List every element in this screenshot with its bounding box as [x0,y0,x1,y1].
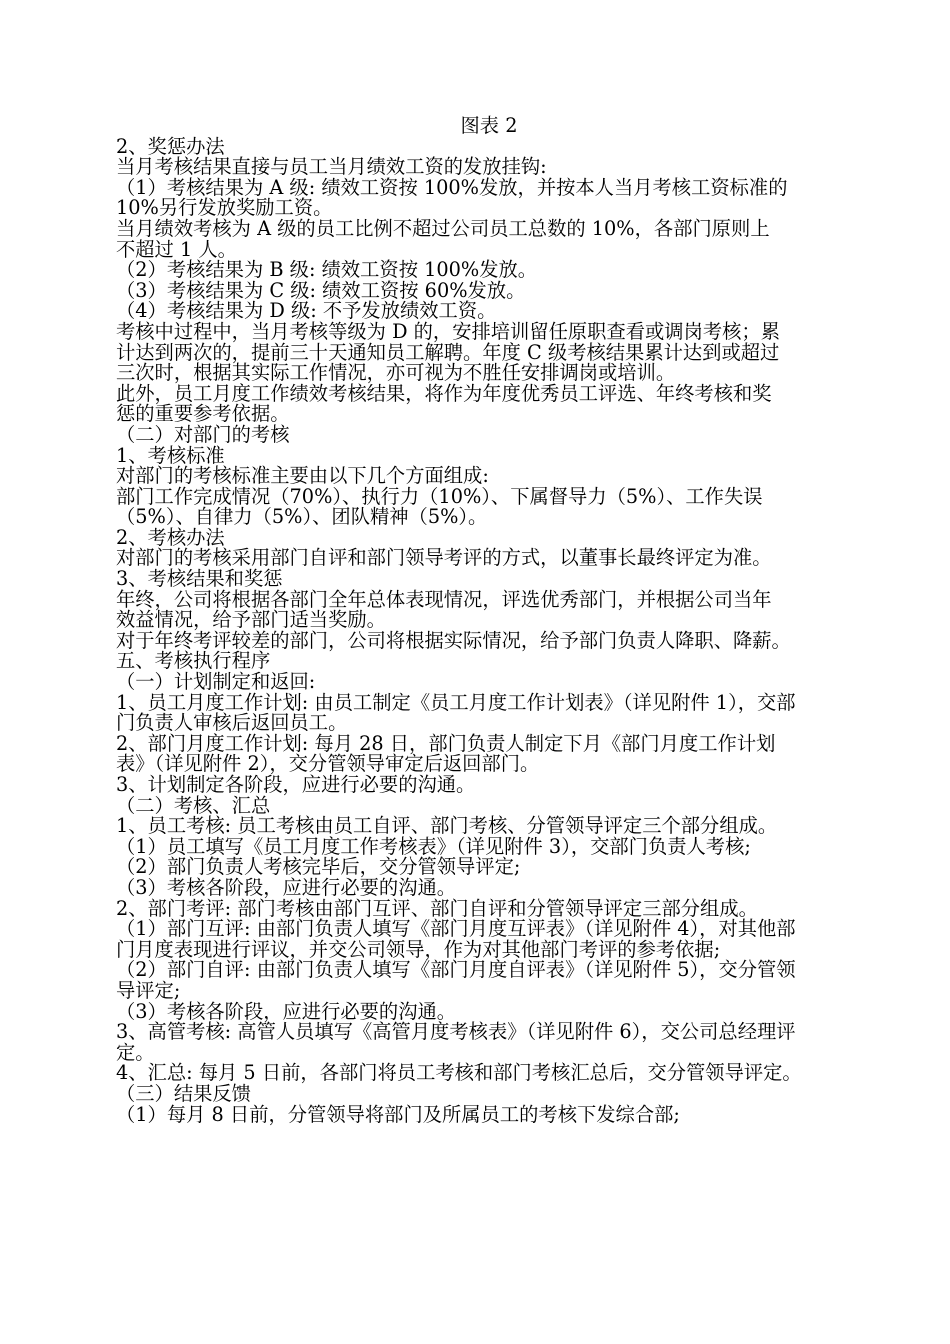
text-line: （2）部门负责人考核完毕后，交分管领导评定; [116,855,521,879]
text-line: 当月绩效考核为 A 级的员工比例不超过公司员工总数的 10%，各部门原则上 [116,216,770,240]
document-page [116,116,862,1125]
text-line: （三）结果反馈 [116,1081,251,1105]
text-line: 五、考核执行程序 [116,649,271,673]
document-title: 图表 2 [460,114,518,137]
text-line: （1）员工填写《员工月度工作考核表》（详见附件 3），交部门负责人考核; [116,834,751,858]
text-line: 计达到两次的，提前三十天通知员工解聘。年度 C 级考核结果累计达到或超过 [116,340,780,364]
text-line: 2、考核办法 [116,525,225,549]
text-line: 不超过 1 人。 [116,237,237,261]
text-line: 10%另行发放奖励工资。 [116,196,333,220]
text-line: 4、汇总: 每月 5 日前，各部门将员工考核和部门考核汇总后，交分管领导评定。 [116,1061,802,1085]
text-line: 效益情况，给予部门适当奖励。 [116,608,386,632]
text-line: 年终，公司将根据各部门全年总体表现情况，评选优秀部门，并根据公司当年 [116,587,772,611]
text-line: 门月度表现进行评议，并交公司领导，作为对其他部门考评的参考依据; [116,937,721,961]
text-line: 定。 [116,1040,155,1064]
text-line: 表》（详见附件 2），交分管领导审定后返回部门。 [116,752,540,776]
text-line: （二）对部门的考核 [116,422,290,446]
text-line: （3）考核各阶段，应进行必要的沟通。 [116,999,457,1023]
text-line: 导评定; [116,978,181,1002]
text-line: （3）考核结果为 C 级: 绩效工资按 60%发放。 [116,278,526,302]
text-line: （二）考核、汇总 [116,793,271,817]
text-line: （1）部门互评: 由部门负责人填写《部门月度互评表》（详见附件 4），对其他部 [116,917,796,941]
text-line: （2）考核结果为 B 级: 绩效工资按 100%发放。 [116,258,538,282]
text-line: 惩的重要参考依据。 [116,402,290,426]
text-line: 2、部门考评: 部门考核由部门互评、部门自评和分管领导评定三部分组成。 [116,896,758,920]
text-line: 门负责人审核后返回员工。 [116,711,348,735]
text-line: （1）考核结果为 A 级: 绩效工资按 100%发放，并按本人当月考核工资标准的 [116,175,788,199]
text-line: 3、考核结果和奖惩 [116,567,283,591]
text-line: 3、计划制定各阶段，应进行必要的沟通。 [116,773,476,796]
text-line: （一）计划制定和返回: [116,670,316,694]
text-line: 三次时，根据其实际工作情况，亦可视为不胜任安排调岗或培训。 [116,361,676,385]
text-line: 2、部门月度工作计划: 每月 28 日，部门负责人制定下月《部门月度工作计划 [116,731,776,755]
text-line: 对部门的考核标准主要由以下几个方面组成: [116,464,489,488]
text-line: （5%）、自律力（5%）、团队精神（5%）。 [116,505,488,529]
text-line: 此外，员工月度工作绩效考核结果，将作为年度优秀员工评选、年终考核和奖 [116,381,772,405]
text-line: （1）每月 8 日前，分管领导将部门及所属员工的考核下发综合部; [116,1102,680,1126]
document-body [116,134,862,1126]
text-line: （2）部门自评: 由部门负责人填写《部门月度自评表》（详见附件 5），交分管领 [116,958,796,982]
text-line: 3、高管考核: 高管人员填写《高管月度考核表》（详见附件 6），交公司总经理评 [116,1020,796,1044]
text-line: 1、考核标准 [116,443,225,467]
text-line: （3）考核各阶段，应进行必要的沟通。 [116,875,457,899]
text-line: 当月考核结果直接与员工当月绩效工资的发放挂钩: [116,155,547,179]
text-line: 部门工作完成情况（70%）、执行力（10%）、下属督导力（5%）、工作失误 [116,484,763,508]
text-line: （4）考核结果为 D 级: 不予发放绩效工资。 [116,299,497,323]
text-line: 1、员工考核: 员工考核由员工自评、部门考核、分管领导评定三个部分组成。 [116,814,778,838]
text-line: 对部门的考核采用部门自评和部门领导考评的方式，以董事长最终评定为准。 [116,546,772,570]
text-line: 考核中过程中，当月考核等级为 D 的，安排培训留任原职查看或调岗考核；累 [116,319,780,343]
text-line: 2、奖惩办法 [116,134,225,158]
text-line: 对于年终考评较差的部门，公司将根据实际情况，给予部门负责人降职、降薪。 [116,628,791,652]
text-line: 1、员工月度工作计划: 由员工制定《员工月度工作计划表》（详见附件 1），交部 [116,690,796,714]
